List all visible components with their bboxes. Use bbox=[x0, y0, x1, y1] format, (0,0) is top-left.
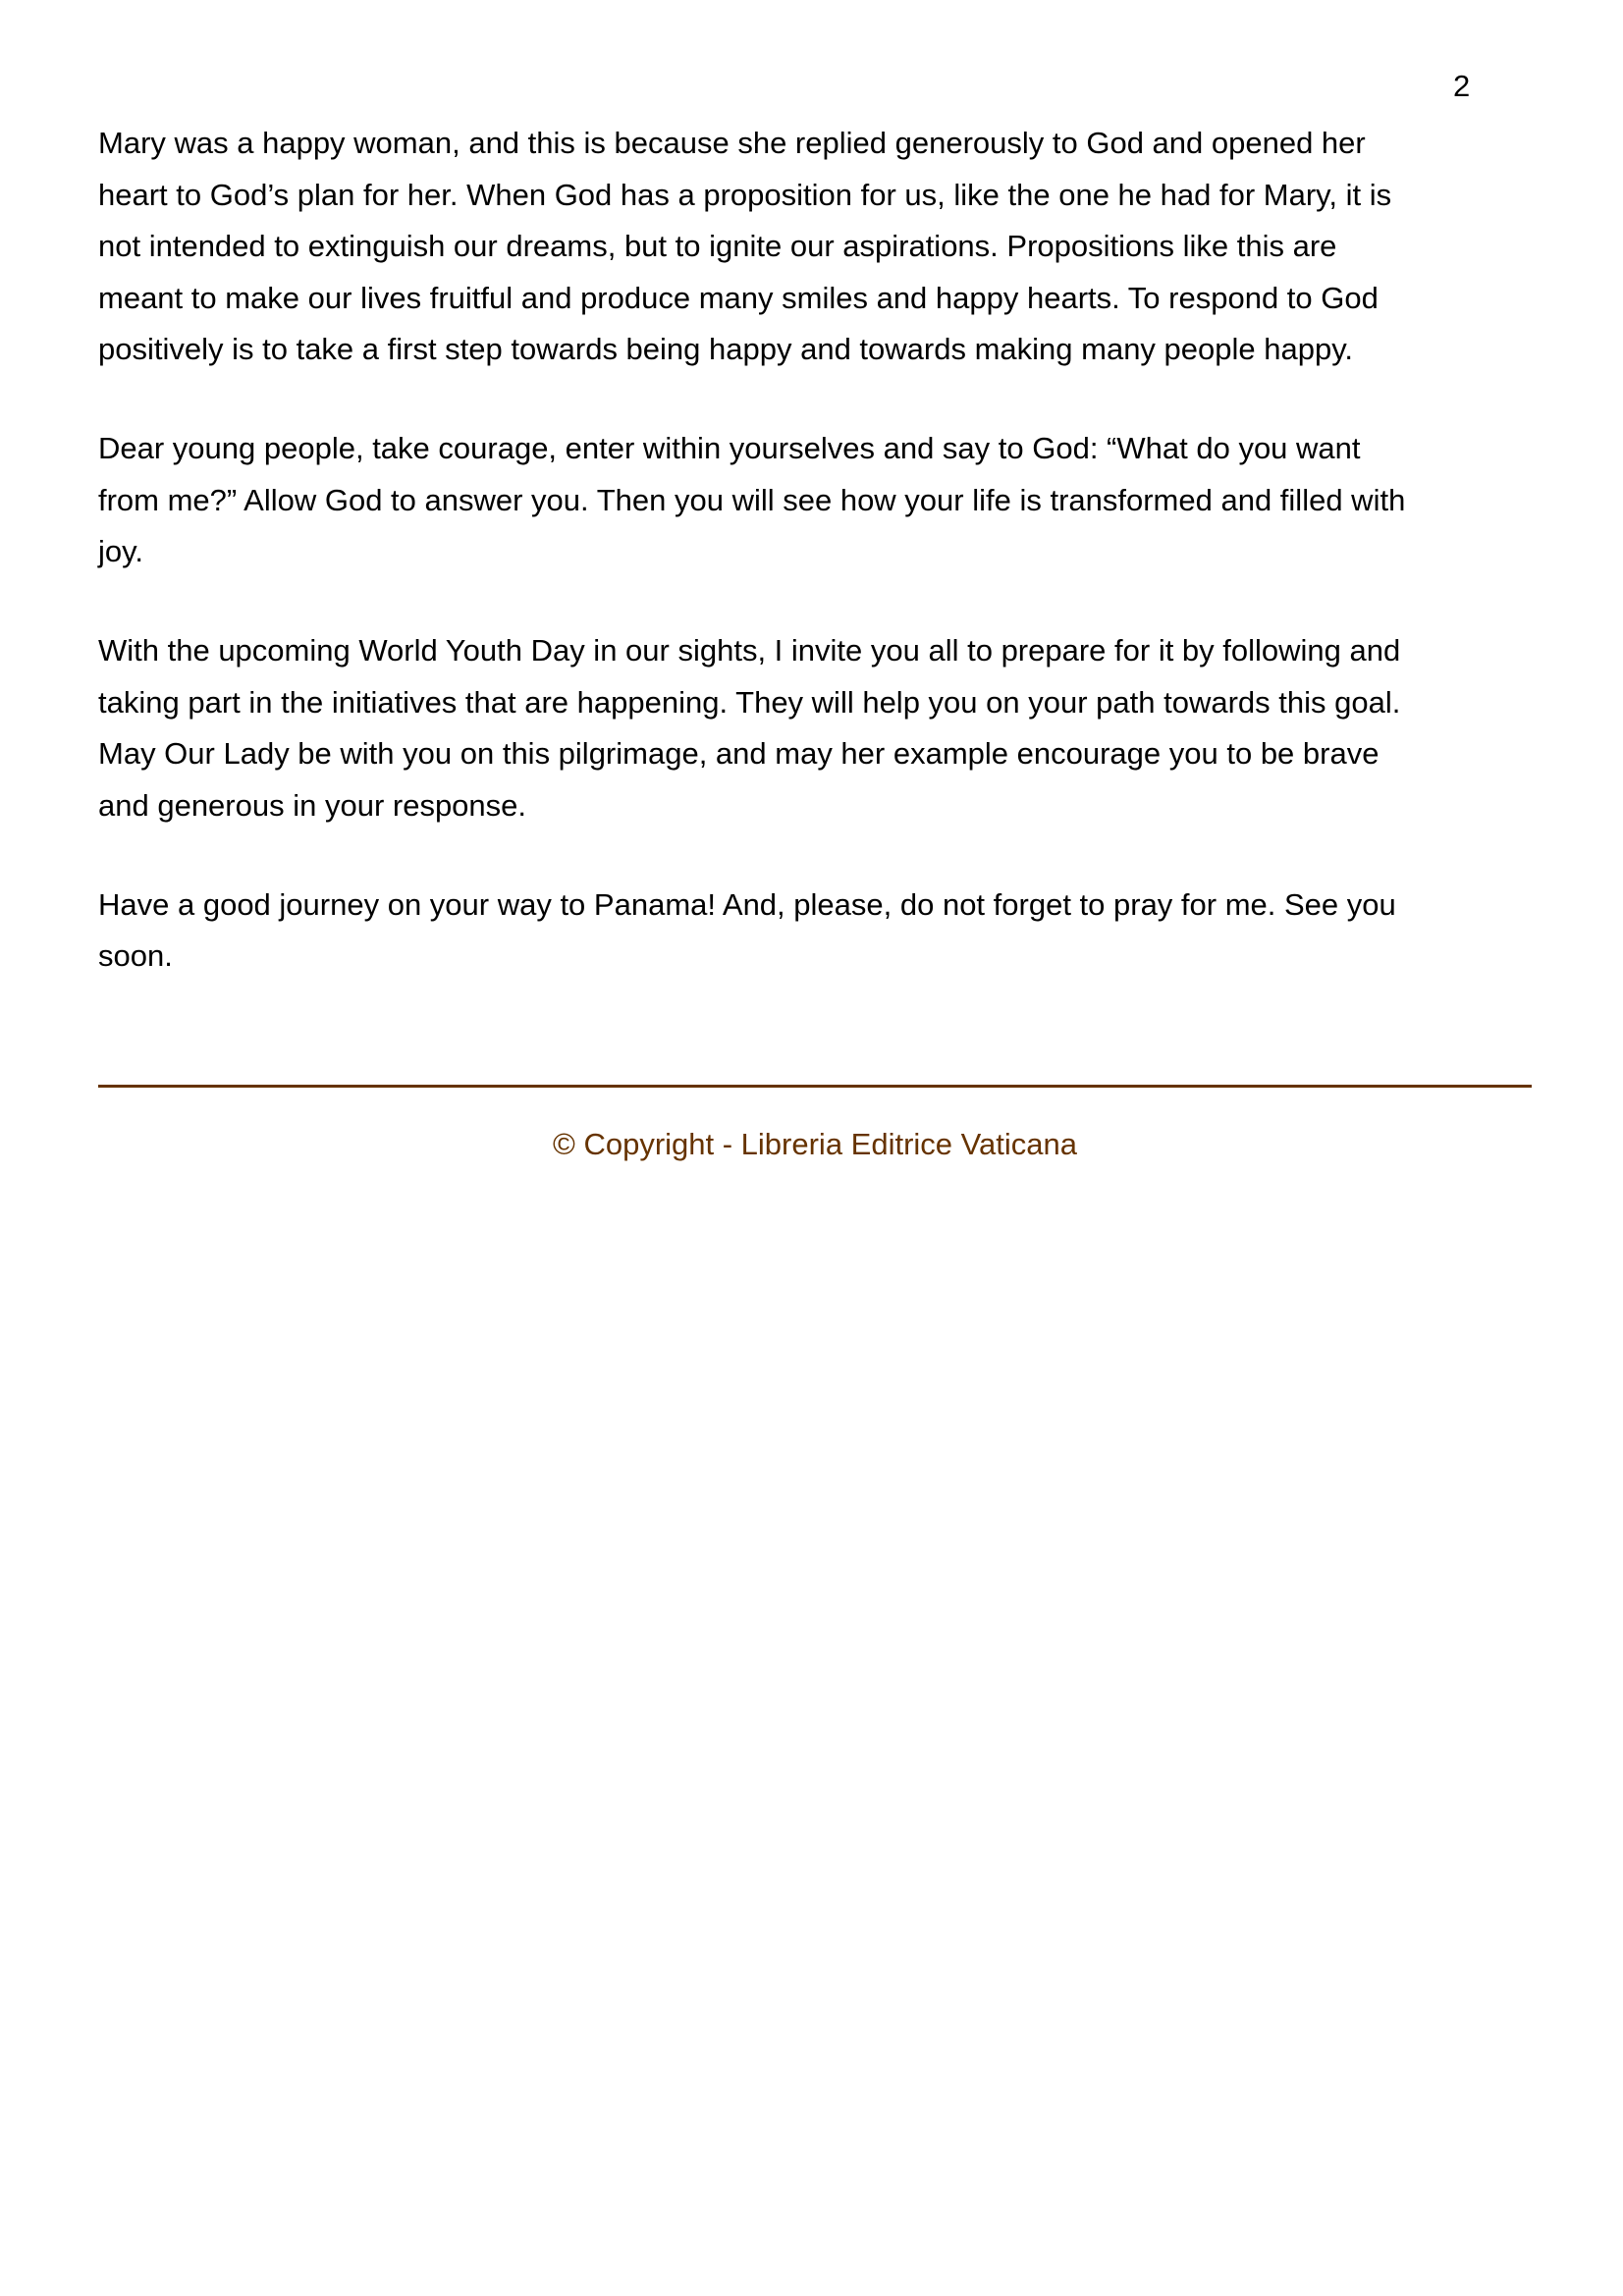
text-line: Have a good journey on your way to Panama! And, please, do not forget to pray for me. See you bbox=[98, 886, 1396, 922]
text-line: Mary was a happy woman, and this is because she replied generously to God and opened her bbox=[98, 126, 1366, 160]
text-line: positively is to take a first step towards being happy and towards making many people happy. bbox=[98, 332, 1354, 366]
text-line: not intended to extinguish our dreams, but to ignite our aspirations. Propositions like this are bbox=[98, 229, 1337, 263]
text-line: taking part in the initiatives that are happening. They will help you on your path towards this goal. bbox=[98, 684, 1401, 720]
text-line: and generous in your response. bbox=[98, 787, 527, 823]
text-line: May Our Lady be with you on this pilgrimage, and may her example encourage you to be brave bbox=[98, 736, 1380, 771]
text-line: With the upcoming World Youth Day in our sights, I invite you all to prepare for it by following and bbox=[98, 633, 1401, 667]
text-line: meant to make our lives fruitful and produce many smiles and happy hearts. To respond to God bbox=[98, 280, 1379, 315]
paragraph bbox=[98, 423, 1542, 578]
text-line: Dear young people, take courage, enter within yourselves and say to God: “What do you want bbox=[98, 431, 1361, 465]
text-line: heart to God’s plan for her. When God has a proposition for us, like the one he had for Mary, it is bbox=[98, 177, 1392, 212]
paragraph bbox=[98, 880, 1542, 983]
paragraph bbox=[98, 625, 1542, 831]
copyright-notice: © Copyright - Libreria Editrice Vaticana bbox=[553, 1127, 1077, 1161]
document-body bbox=[98, 118, 1542, 1030]
footer-divider bbox=[98, 1085, 1532, 1088]
paragraph bbox=[98, 118, 1542, 376]
text-line: soon. bbox=[98, 938, 173, 973]
page-number: 2 bbox=[1453, 69, 1471, 103]
text-line: joy. bbox=[98, 534, 143, 568]
text-line: from me?” Allow God to answer you. Then you will see how your life is transformed and filled with bbox=[98, 482, 1406, 517]
